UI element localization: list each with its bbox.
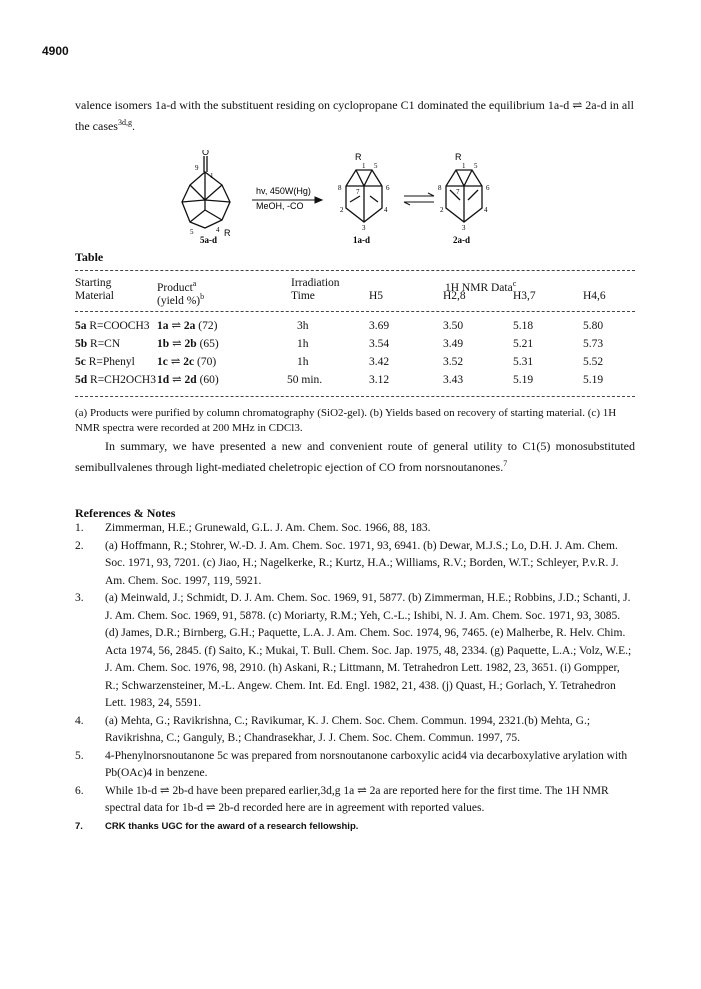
hdr-h37: H3,7	[513, 290, 536, 302]
reference-item: 5. 4-Phenylnorsnoutanone 5c was prepared from norsnoutanone carboxylic acid4 via decarboxylative arylation with Pb(OAc)4 in benzene.	[75, 749, 628, 779]
reactant-structure	[182, 156, 230, 228]
product2-atom-8: 8	[438, 184, 442, 192]
reactant-atom-o: O	[202, 150, 210, 157]
product1-label: 1a-d	[353, 235, 371, 245]
product2-atom-2: 2	[440, 206, 444, 214]
hdr-product: Product$^a$	[157, 279, 197, 294]
product2-atom-5: 5	[474, 162, 478, 170]
references-heading: References & Notes	[75, 506, 176, 520]
intro-cite: 3d,g	[117, 118, 132, 127]
product1-atom-2: 2	[340, 206, 344, 214]
hdr-h5: H5	[369, 290, 384, 302]
table-rule-bottom	[75, 396, 635, 397]
table-rule-top	[75, 270, 635, 271]
table-header	[75, 277, 635, 307]
hdr-nmr: 1H NMR Data$^c$	[445, 279, 517, 294]
table-rule-mid	[75, 311, 635, 312]
page-number: 4900	[42, 44, 69, 58]
table-row: 5a R=COOCH3 1a ⇌ 2a (72) 3h 3.69 3.50 5.18 5.80	[75, 320, 604, 332]
hdr-material: Material	[75, 290, 114, 302]
product2-atom-6: 6	[486, 184, 490, 192]
hdr-irradiation: Irradiation	[291, 277, 340, 289]
reaction-scheme	[160, 150, 580, 245]
reactant-atom-4: 4	[216, 226, 220, 234]
reactant-atom-1: 1	[210, 172, 214, 180]
reference-item: 3. (a) Meinwald, J.; Schmidt, D. J. Am. Chem. Soc. 1969, 91, 5877. (b) Zimmerman, H.E.; Robbins, J.D.; Schanti, J. J. Am. Chem. Soc. 1969, 91, 5878. (c) Moriarty, R.M.; Yeh, C.-L.; Ishibi, N. J. Am. Chem. Soc. 1971, 93, 3085. (d) James, D.R.; Birnberg, G.H.; Paquette, L.A. J. Am. Chem. Soc. 1974, 96, 7465. (e) Malherbe, R. Helv. Chim. Acta 1974, 56, 2845. (f) Saito, K.; Mukai, T. Bull. Chem. Soc. Jap. 1975, 48, 2334. (g) Paquette, L.A.; Volz, W.E.; J. Am. Chem. Soc. 1976, 98, 2910. (h) Askani, R.; Littmann, M. Tetrahedron Lett. 1982, 23, 3651. (i) Gompper, R.; Schwarzensteiner, M.-L. Angew. Chem. Int. Ed. Engl. 1982, 21, 438. (j) Quast, H.; Gorlach, Y. Tetrahedron Lett. 1983, 24, 5591.	[75, 592, 632, 709]
product2-atom-7: 7	[456, 188, 460, 196]
reference-item: 1. Zimmerman, H.E.; Grunewald, G.L. J. Am. Chem. Soc. 1966, 88, 183.	[75, 522, 431, 534]
hdr-starting: Starting	[75, 277, 112, 289]
reactant-atom-9: 9	[195, 164, 199, 172]
intro-text: valence isomers 1a-d with the substituent residing on cyclopropane C1 dominated the equilibrium 1a-d ⇌ 2a-d in all the cases	[75, 98, 634, 133]
product1-atom-7: 7	[356, 188, 360, 196]
product1-structure	[346, 170, 382, 222]
reactant-atom-r: R	[224, 228, 231, 238]
summary-text: In summary, we have presented a new and convenient route of general utility to C1(5) monosubstituted semibullvalenes through light-mediated cheletropic ejection of CO from norsnoutanones.	[75, 439, 635, 474]
summary-cite: 7	[503, 459, 508, 468]
product2-label: 2a-d	[453, 235, 471, 245]
product1-atom-8: 8	[338, 184, 342, 192]
reference-item: 6. While 1b-d ⇌ 2b-d have been prepared earlier,3d,g 1a ⇌ 2a are reported here for the first time. The 1H NMR spectral data for 1b-d ⇌ 2b-d recorded here are in agreement with reported values.	[75, 784, 609, 814]
table-footnote: (a) Products were purified by column chromatography (SiO2-gel). (b) Yields based on recovery of starting material. (c) 1H NMR spectra were recorded at 200 MHz in CDCl3.	[75, 407, 617, 434]
reference-item: 2. (a) Hoffmann, R.; Stohrer, W.-D. J. Am. Chem. Soc. 1971, 93, 6941. (b) Dewar, M.J.S.; Lo, D.H. J. Am. Chem. Soc. 1971, 93, 7201. (c) Jiao, H.; Nagelkerke, R.; Kurtz, H.A.; Williams, R.V.; Borden, W.T.; Schleyer, P.v.R. J. Am. Chem. Soc. 1997, 119, 5921.	[75, 539, 619, 587]
product2-atom-3: 3	[462, 224, 466, 232]
product2-atom-1: 1	[462, 162, 466, 170]
equilibrium-arrows	[404, 193, 434, 205]
table-title: Table	[75, 250, 104, 264]
table-row: 5d R=CH2OCH3 1d ⇌ 2d (60) 50 min. 3.12 3.43 5.19 5.19	[75, 374, 604, 386]
reference-item: 7. CRK thanks UGC for the award of a research fellowship.	[75, 820, 359, 832]
reactant-label: 5a-d	[200, 235, 218, 245]
conditions-line2: MeOH, -CO	[256, 201, 304, 211]
hdr-h46: H4,6	[583, 290, 606, 302]
table-row: 5b R=CN 1b ⇌ 2b (65) 1h 3.54 3.49 5.21 5.73	[75, 338, 604, 350]
hdr-time: Time	[291, 290, 315, 302]
summary-paragraph	[75, 438, 635, 476]
product2-atom-4: 4	[484, 206, 488, 214]
product1-atom-6: 6	[386, 184, 390, 192]
product1-atom-3: 3	[362, 224, 366, 232]
intro-paragraph	[75, 96, 635, 135]
reactant-atom-5: 5	[190, 228, 194, 236]
product1-atom-r: R	[355, 152, 362, 162]
table-row: 5c R=Phenyl 1c ⇌ 2c (70) 1h 3.42 3.52 5.31 5.52	[75, 356, 604, 368]
product2-atom-r: R	[455, 152, 462, 162]
hdr-yield: (yield %)$^b$	[157, 292, 205, 307]
intro-end: .	[131, 119, 135, 133]
conditions-line1: hv, 450W(Hg)	[256, 186, 311, 196]
product1-atom-4: 4	[384, 206, 388, 214]
product1-atom-5: 5	[374, 162, 378, 170]
hdr-h28: H2,8	[443, 290, 466, 302]
reference-item: 4. (a) Mehta, G.; Ravikrishna, C.; Ravikumar, K. J. Chem. Soc. Chem. Commun. 1994, 2321.(b) Mehta, G.; Ravikrishna, C.; Ganguly, B.; Chandrasekhar, J. J. Chem. Soc. Chem. Commun. 1997, 75.	[75, 714, 591, 744]
product2-structure	[446, 170, 482, 222]
references-list	[75, 520, 635, 835]
product1-atom-1: 1	[362, 162, 366, 170]
